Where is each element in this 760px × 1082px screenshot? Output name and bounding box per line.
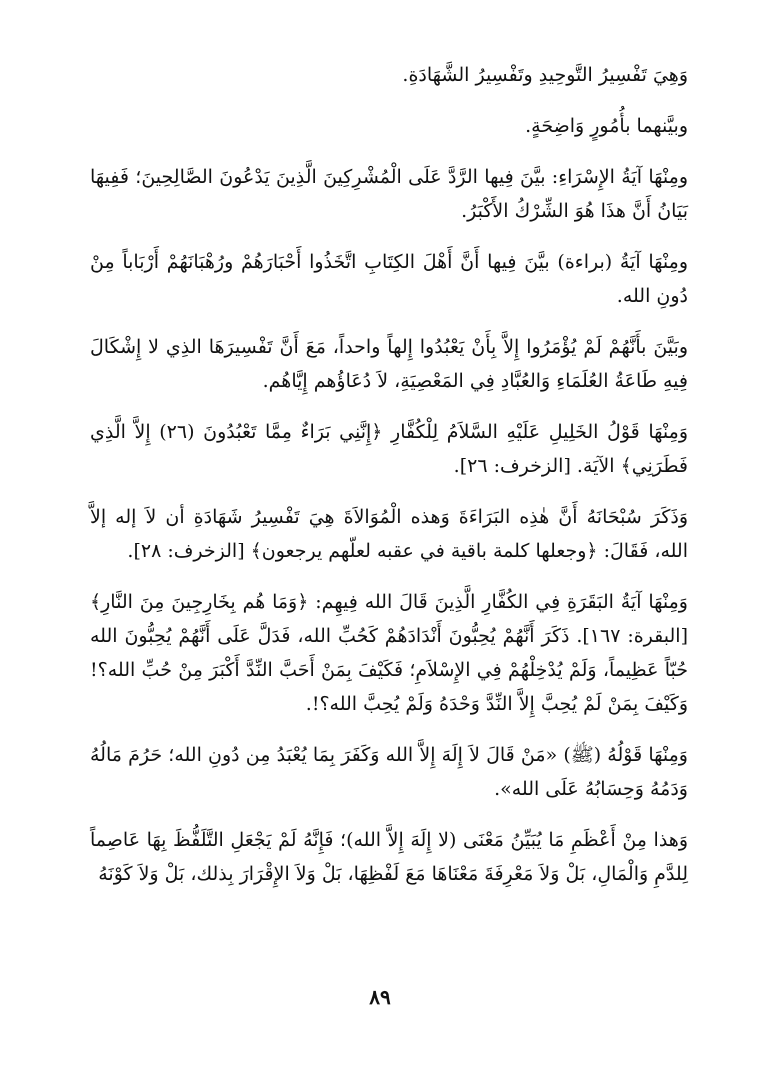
page-number: ٨٩	[369, 985, 391, 1009]
paragraph-4: ومِنْهَا آيَةُ (براءة) بيَّنَ فِيها أَنَّ أَهْلَ الكِتَابِ اتَّخَذُوا أَحْبَارَهُمْ ورُهْبَانَهُمْ أَرْبَاباً مِنْ دُونِ الله.	[90, 251, 688, 307]
paragraph-1: وَهِيَ تَفْسِيرُ التَّوحِيدِ وتَفْسِيرُ الشَّهَادَةِ.	[402, 64, 688, 86]
paragraph-8: وَمِنْهَا آيَةُ البَقَرَةِ فِي الكُفَّارِ الَّذِينَ قَالَ الله فِيهِم: ﴿وَمَا هُم بِخَارِجِينَ مِنَ النَّارِ﴾ [البقرة: ١٦٧]. ذَكَرَ أَنَّهُمْ يُحِبُّونَ أَنْدَادَهُمْ كَحُبِّ الله، فَدَلَّ عَلَى أَنَّهُمْ يُحِبُّونَ الله حُبّاً عَظِيماً، وَلَمْ يُدْخِلْهُمْ فِي الإِسْلاَمِ؛ فَكَيْفَ بِمَنْ أَحَبَّ النِّدَّ أَكْبَرَ مِنْ حُبِّ الله؟! وَكَيْفَ بِمَنْ لَمْ يُحِبَّ إِلاَّ النِّدَّ وَحْدَهُ وَلَمْ يُحِبَّ الله؟!.	[90, 591, 688, 715]
paragraph-6: وَمِنْهَا قَوْلُ الخَلِيلِ عَلَيْهِ السَّلاَمُ لِلْكُفَّارِ ﴿إِنَّنِي بَرَاءٌ مِمَّا تَعْبُدُونَ (٢٦) إِلاَّ الَّذِي فَطَرَنِي﴾ الآيَة. [الزخرف: ٢٦].	[90, 421, 688, 477]
body-text	[90, 58, 688, 908]
paragraph-5: وبَيَّنَ بأَنَّهُمْ لَمْ يُؤْمَرُوا إِلاَّ بِأَنْ يَعْبُدُوا إِلهاً واحداً، مَعَ أَنَّ تَفْسِيرَهَا الذِي لا إِشْكَالَ فِيهِ طَاعَةُ العُلَمَاءِ وَالعُبَّادِ فِي المَعْصِيَةِ، لاَ دُعَاؤُهم إِيَّاهُم.	[90, 336, 688, 392]
paragraph-3: ومِنْهَا آيَةُ الإِسْرَاءِ: بيَّنَ فِيها الرَّدَّ عَلَى الْمُشْرِكِينَ الَّذِينَ يَدْعُونَ الصَّالِحِينَ؛ فَفِيهَا بَيَانُ أَنَّ هذَا هُوَ الشِّرْكُ الأَكْبَرُ.	[90, 166, 688, 222]
paragraph-7: وَذَكَرَ سُبْحَانَهُ أَنَّ هٰذِه البَرَاءَةَ وَهذه الْمُوَالاَةَ هِيَ تَفْسِيرُ شَهَادَةِ أن لاَ إله إلاَّ الله، فَقَالَ: ﴿وجعلها كلمة باقية في عقبه لعلّهم يرجعون﴾ [الزخرف: ٢٨].	[90, 506, 688, 562]
paragraph-9: وَمِنْهَا قَوْلُهُ (ﷺ) «مَنْ قَالَ لاَ إِلَهَ إِلاَّ الله وَكَفَرَ بِمَا يُعْبَدُ مِن دُونِ الله؛ حَرُمَ مَالُهُ وَدَمُهُ وَحِسَابُهُ عَلَى الله».	[90, 744, 688, 800]
paragraph-10: وَهذا مِنْ أَعْظَمِ مَا يُبَيِّنُ مَعْنَى (لا إِلَهَ إِلاَّ الله)؛ فَإِنَّهُ لَمْ يَجْعَلِ التَّلَفُّظَ بِهَا عَاصِماً لِلدَّمِ وَالْمَالِ، بَلْ وَلاَ مَعْرِفَةَ مَعْنَاهَا مَعَ لَفْظِهَا، بَلْ وَلاَ الإِقْرَارَ بِذلك، بَلْ وَلاَ كَوْنَهُ	[90, 829, 688, 885]
paragraph-2: وبيَّنهما بأُمُورٍ وَاضِحَةٍ.	[525, 115, 688, 137]
